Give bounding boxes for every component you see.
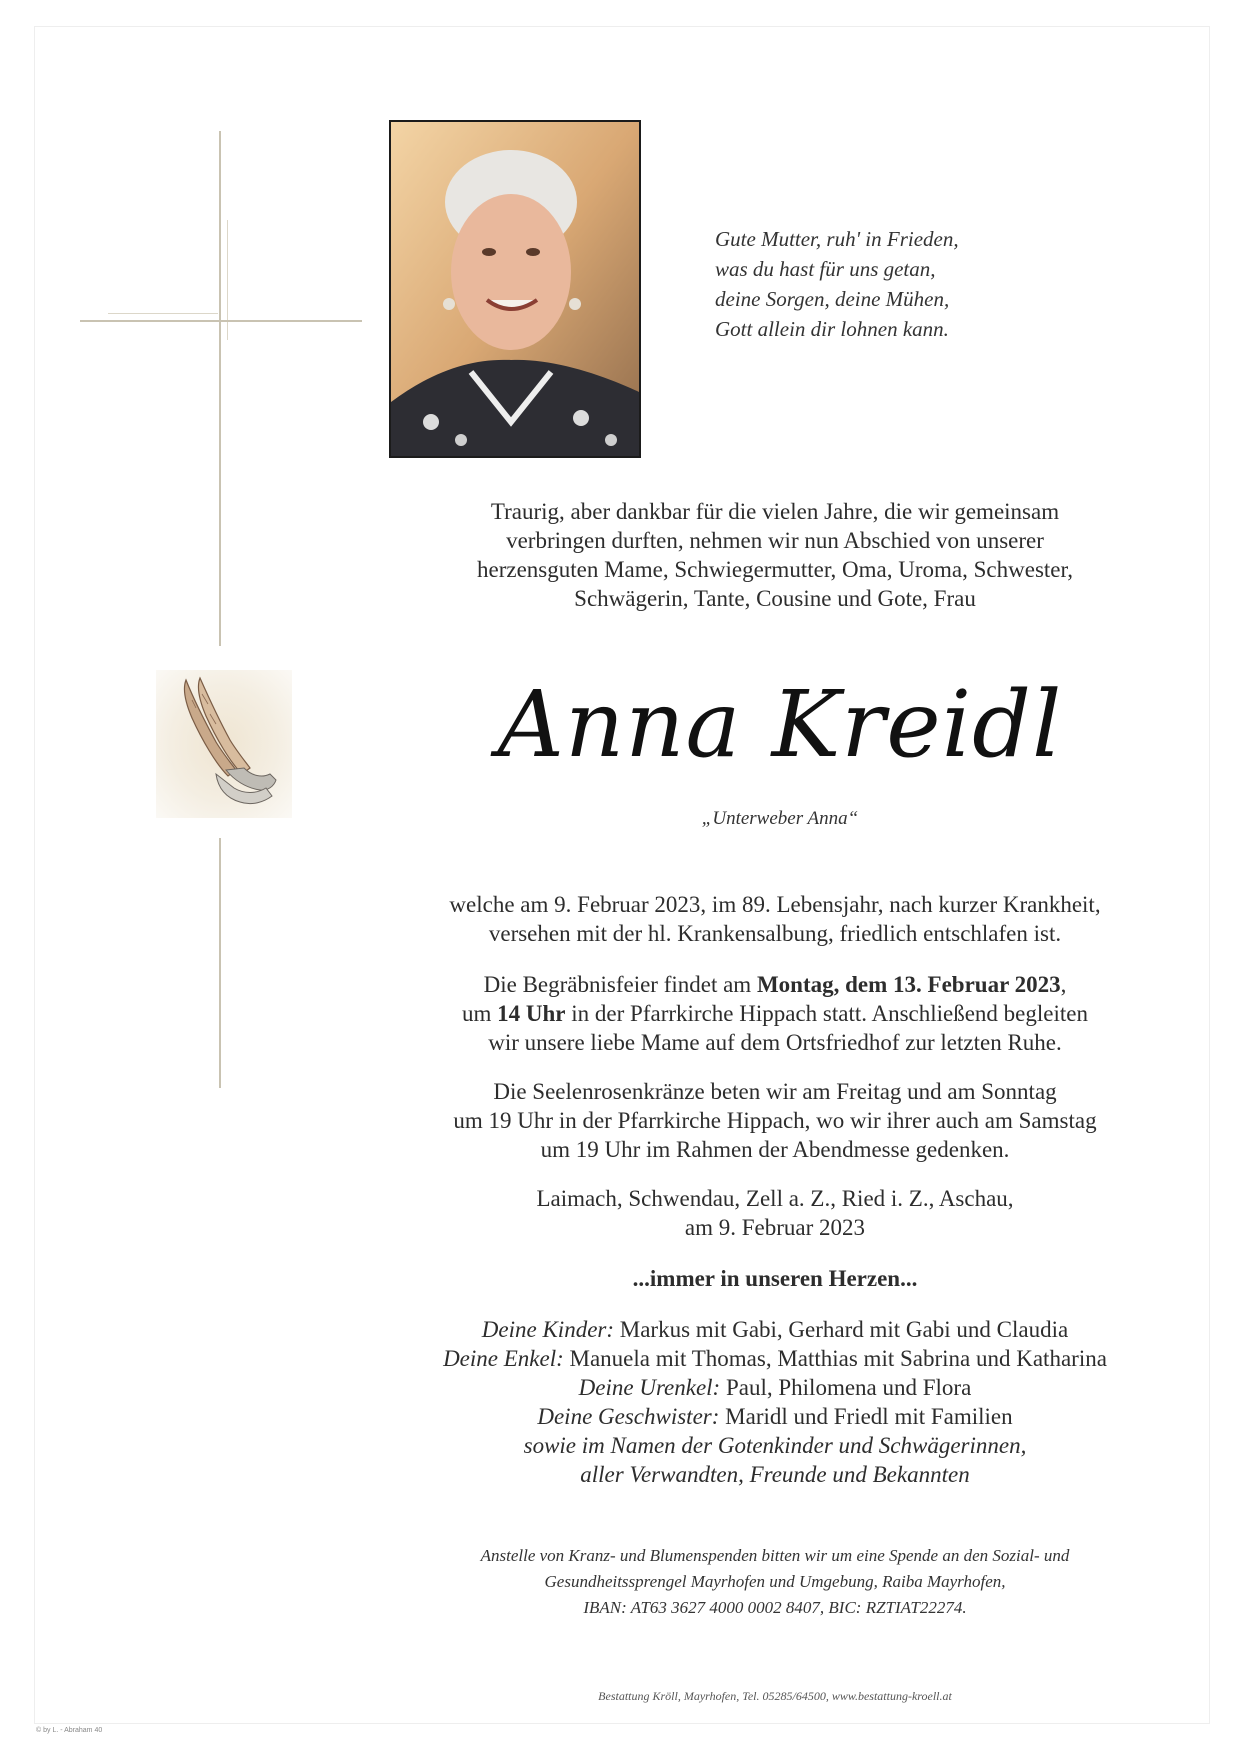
funeral-text: , <box>1060 972 1067 997</box>
donation-line: IBAN: AT63 3627 4000 0002 8407, BIC: RZTIAT22274. <box>583 1598 967 1617</box>
donation-request <box>380 1543 1170 1621</box>
deceased-name: Anna Kreidl <box>497 671 1063 778</box>
poem-line: Gott allein dir lohnen kann. <box>715 317 949 341</box>
cross-vertical-line <box>219 131 221 646</box>
motto: ...immer in unseren Herzen... <box>632 1266 918 1291</box>
place-date <box>380 1184 1170 1242</box>
family-names: Paul, Philomena und Flora <box>720 1375 972 1400</box>
death-notice <box>380 890 1170 948</box>
cross-horizontal-accent <box>108 313 218 314</box>
poem-line: Gute Mutter, ruh' in Frieden, <box>715 227 959 251</box>
family-siblings <box>380 1402 1170 1431</box>
family-closing: aller Verwandten, Freunde und Bekannten <box>580 1462 970 1487</box>
family-label: Deine Kinder: <box>481 1317 615 1342</box>
cross-vertical-accent <box>227 220 228 340</box>
death-notice-line: versehen mit der hl. Krankensalbung, friedlich entschlafen ist. <box>488 921 1062 946</box>
family-closing: sowie im Namen der Gotenkinder und Schwägerinnen, <box>523 1433 1027 1458</box>
rosary-notice <box>380 1077 1170 1164</box>
poem-line: was du hast für uns getan, <box>715 257 936 281</box>
intro-line: Schwägerin, Tante, Cousine und Gote, Frau <box>574 586 976 611</box>
funeral-line-2 <box>380 999 1170 1028</box>
funeral-home-credit: Bestattung Kröll, Mayrhofen, Tel. 05285/64500, www.bestattung-kroell.at <box>598 1689 952 1703</box>
family-names: Manuela mit Thomas, Matthias mit Sabrina und Katharina <box>563 1346 1107 1371</box>
rosary-line: um 19 Uhr im Rahmen der Abendmesse gedenken. <box>540 1137 1010 1162</box>
intro-line: verbringen durften, nehmen wir nun Abschied von unserer <box>506 528 1044 553</box>
family-list <box>380 1315 1170 1489</box>
rosary-line: um 19 Uhr in der Pfarrkirche Hippach, wo wir ihrer auch am Samstag <box>453 1108 1097 1133</box>
poem-line: deine Sorgen, deine Mühen, <box>715 287 950 311</box>
portrait-photo <box>389 120 641 458</box>
family-names: Maridl und Friedl mit Familien <box>719 1404 1013 1429</box>
family-names: Markus mit Gabi, Gerhard mit Gabi und Claudia <box>614 1317 1069 1342</box>
rosary-line: Die Seelenrosenkränze beten wir am Freitag und am Sonntag <box>493 1079 1057 1104</box>
cross-vertical-line-lower <box>219 838 221 1088</box>
date-line: am 9. Februar 2023 <box>684 1215 866 1240</box>
corner-mark: © by L. - Abraham 40 <box>36 1727 103 1734</box>
death-notice-line: welche am 9. Februar 2023, im 89. Lebensjahr, nach kurzer Krankheit, <box>449 892 1101 917</box>
funeral-text: um <box>462 1001 498 1026</box>
funeral-date: Montag, dem 13. Februar 2023 <box>756 972 1061 997</box>
place-line: Laimach, Schwendau, Zell a. Z., Ried i. Z., Aschau, <box>536 1186 1014 1211</box>
family-label: Deine Geschwister: <box>537 1404 720 1429</box>
funeral-text: in der Pfarrkirche Hippach statt. Anschließend begleiten <box>565 1001 1088 1026</box>
portrait-figure <box>391 122 639 456</box>
praying-hands-image <box>156 670 292 818</box>
funeral-time: 14 Uhr <box>497 1001 566 1026</box>
funeral-notice <box>380 970 1170 1057</box>
funeral-line-3: wir unsere liebe Mame auf dem Ortsfriedhof zur letzten Ruhe. <box>488 1030 1062 1055</box>
praying-hands-icon <box>156 670 292 818</box>
family-grandchildren <box>380 1344 1170 1373</box>
donation-line: Gesundheitssprengel Mayrhofen und Umgebung, Raiba Mayrhofen, <box>544 1572 1006 1591</box>
intro-line: Traurig, aber dankbar für die vielen Jahre, die wir gemeinsam <box>490 499 1060 524</box>
family-great-grandchildren <box>380 1373 1170 1402</box>
family-children <box>380 1315 1170 1344</box>
deceased-nickname: „Unterweber Anna“ <box>701 808 859 829</box>
intro-line: herzensguten Mame, Schwiegermutter, Oma, Uroma, Schwester, <box>477 557 1073 582</box>
funeral-text: Die Begräbnisfeier findet am <box>483 972 757 997</box>
intro-text <box>380 497 1170 613</box>
donation-line: Anstelle von Kranz- und Blumenspenden bitten wir um eine Spende an den Sozial- und <box>480 1546 1070 1565</box>
family-label: Deine Enkel: <box>443 1346 564 1371</box>
cross-horizontal-line <box>80 320 362 322</box>
memorial-poem <box>715 224 1075 344</box>
funeral-line-1 <box>380 970 1170 999</box>
family-label: Deine Urenkel: <box>578 1375 721 1400</box>
